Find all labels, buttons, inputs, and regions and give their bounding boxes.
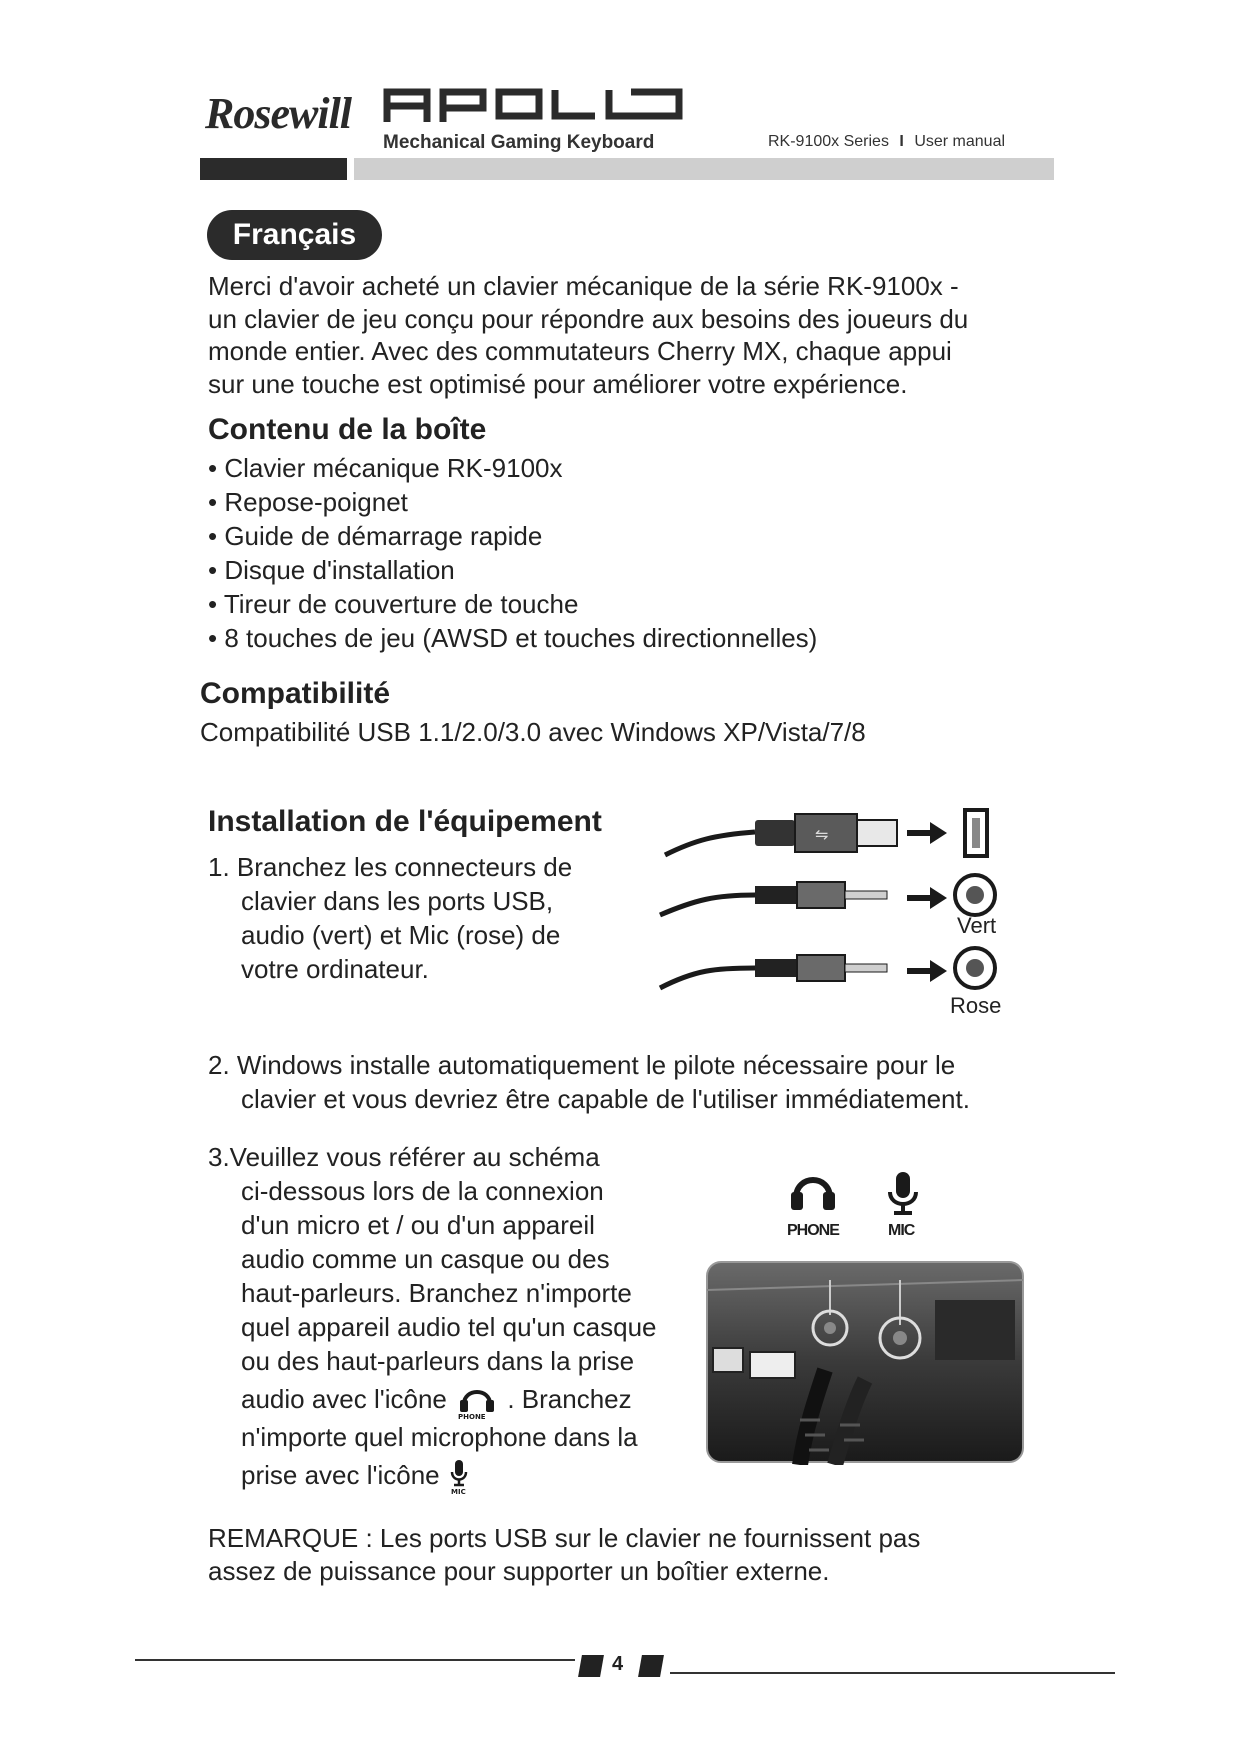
box-contents-title: Contenu de la boîte	[208, 413, 487, 446]
list-item: • Tireur de couverture de touche	[208, 587, 817, 621]
microphone-icon	[447, 1458, 471, 1496]
install-step-1	[208, 850, 628, 986]
note-line: REMARQUE : Les ports USB sur le clavier ne fournissent pas	[208, 1523, 921, 1553]
step-line: clavier et vous devriez être capable de l'utiliser immédiatement.	[241, 1084, 970, 1114]
series-separator: I	[899, 133, 904, 150]
svg-text:PHONE: PHONE	[458, 1413, 486, 1421]
list-item: • Disque d'installation	[208, 553, 817, 587]
footer-block-right	[638, 1655, 664, 1677]
microphone-icon	[885, 1170, 921, 1216]
step-line: audio (vert) et Mic (rose) de	[241, 920, 561, 950]
intro-line: un clavier de jeu conçu pour répondre aux besoins des joueurs du	[208, 303, 969, 334]
step-line: 3.Veuillez vous référer au schéma	[208, 1142, 600, 1172]
step-line: ou des haut-parleurs dans la prise	[241, 1346, 635, 1376]
header-bar-dark	[200, 158, 347, 180]
step-line	[208, 1458, 708, 1496]
page-number: 4	[612, 1653, 624, 1675]
footer-rule-right	[670, 1672, 1115, 1674]
intro-line: Merci d'avoir acheté un clavier mécanique de la série RK-9100x -	[208, 271, 959, 301]
keyboard-ports-photo	[705, 1260, 1025, 1465]
step-line: ci-dessous lors de la connexion	[241, 1176, 604, 1206]
list-item: • Guide de démarrage rapide	[208, 519, 817, 553]
intro-paragraph	[208, 270, 1068, 400]
manual-label: User manual	[914, 133, 1006, 150]
intro-line: sur une touche est optimisé pour améliorer votre expérience.	[208, 368, 908, 399]
intro-line: monde entier. Avec des commutateurs Cherry MX, chaque appui	[208, 336, 952, 366]
connector-illustration	[655, 800, 1015, 1015]
rosewill-logo: Rosewill	[205, 89, 352, 138]
step-line: audio comme un casque ou des	[241, 1244, 610, 1274]
install-step-3	[208, 1140, 708, 1496]
phone-label: PHONE	[787, 1222, 839, 1239]
step-line: quel appareil audio tel qu'un casque	[241, 1312, 657, 1342]
list-item: • 8 touches de jeu (AWSD et touches directionnelles)	[208, 621, 817, 655]
compatibility-title: Compatibilité	[200, 677, 391, 710]
header-bar-light	[354, 158, 1054, 180]
step-line: clavier dans les ports USB,	[241, 886, 554, 916]
step-line: haut-parleurs. Branchez n'importe	[241, 1278, 632, 1308]
list-item: • Repose-poignet	[208, 485, 817, 519]
compatibility-text: Compatibilité USB 1.1/2.0/3.0 avec Windows XP/Vista/7/8	[200, 717, 866, 747]
headphone-icon	[788, 1170, 838, 1212]
note-line: assez de puissance pour supporter un boîtier externe.	[208, 1555, 830, 1586]
mic-label: MIC	[888, 1222, 915, 1239]
header-subtitle: Mechanical Gaming Keyboard	[383, 132, 655, 153]
footer-block-left	[578, 1655, 604, 1677]
step-line	[208, 1382, 708, 1420]
step-line: d'un micro et / ou d'un appareil	[241, 1210, 595, 1240]
port-diagram	[705, 1170, 1025, 1465]
step-line: 2. Windows installe automatiquement le pilote nécessaire pour le	[208, 1050, 956, 1080]
step-line: n'importe quel microphone dans la	[241, 1422, 638, 1453]
label-pink: Rose	[950, 993, 1002, 1018]
step-line: votre ordinateur.	[241, 954, 429, 984]
step-text: prise avec l'icône	[241, 1460, 440, 1491]
list-item: • Clavier mécanique RK-9100x	[208, 451, 817, 485]
footer-rule-left	[135, 1659, 575, 1661]
apollo-logo	[383, 86, 683, 122]
series-name: RK-9100x Series	[768, 133, 889, 150]
headphone-icon	[454, 1382, 500, 1420]
step-text: . Branchez	[507, 1384, 632, 1414]
header-series	[768, 133, 1005, 151]
install-step-2	[208, 1048, 1108, 1116]
note-paragraph	[208, 1522, 1088, 1587]
installation-title: Installation de l'équipement	[208, 805, 602, 838]
step-line: 1. Branchez les connecteurs de	[208, 852, 573, 882]
svg-text:MIC: MIC	[450, 1488, 466, 1497]
label-green: Vert	[957, 913, 997, 938]
svg-text:⇋: ⇋	[815, 825, 829, 844]
step-text: audio avec l'icône	[241, 1384, 447, 1414]
box-contents-list	[208, 451, 817, 655]
section-label: Français	[207, 210, 382, 260]
